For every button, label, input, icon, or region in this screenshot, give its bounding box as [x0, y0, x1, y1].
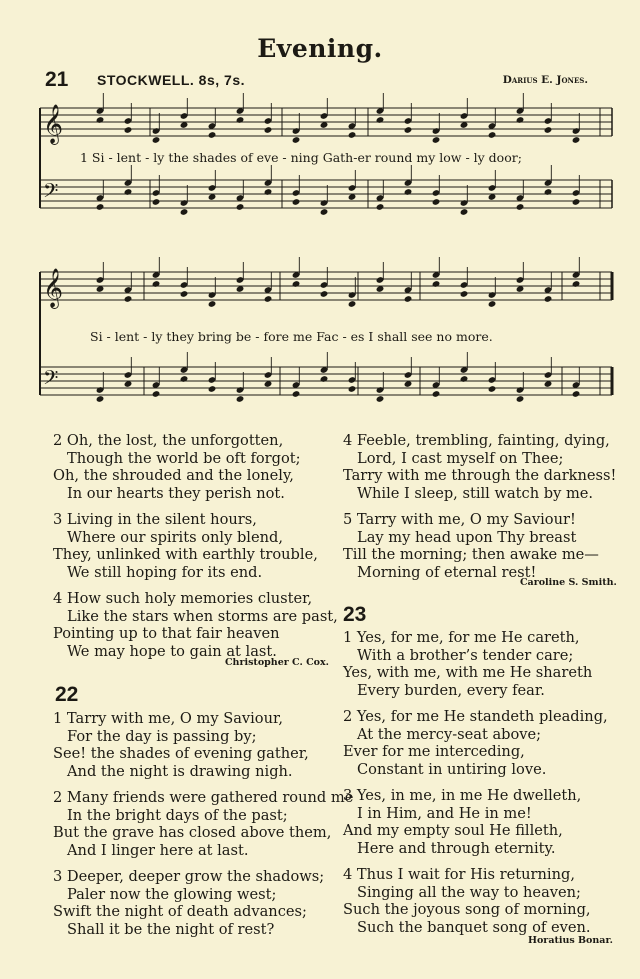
note-head	[460, 375, 469, 383]
verse-line: 1 Tarry with me, O my Saviour,	[53, 710, 284, 727]
stanza-22-2	[53, 789, 353, 859]
verse-line: 5 Tarry with me, O my Saviour!	[343, 511, 576, 528]
note-head	[544, 295, 553, 303]
note-head	[516, 395, 525, 403]
note-head	[432, 136, 441, 144]
lyric-line-2: Si - lent - ly they bring be - fore me Fac - es I shall see no more.	[90, 329, 493, 344]
tune-name: STOCKWELL. 8s, 7s.	[97, 72, 245, 88]
note-head	[292, 390, 301, 398]
verse-line: Like the stars when storms are past,	[67, 607, 338, 625]
stanza-22-3	[53, 868, 353, 938]
note-head	[264, 188, 273, 196]
verse-line: Paler now the glowing west;	[67, 885, 277, 903]
note-head	[180, 290, 189, 298]
verse-line: Constant in untiring love.	[357, 760, 547, 778]
note-head	[152, 390, 161, 398]
note-head	[376, 203, 385, 211]
verse-line: Where our spirits only blend,	[67, 528, 283, 546]
verse-line: 4 How such holy memories cluster,	[53, 590, 313, 607]
verse-line: Such the joyous song of morning,	[343, 901, 591, 918]
note-head	[236, 116, 245, 124]
note-head	[544, 126, 553, 134]
note-head	[292, 136, 301, 144]
stanza-22-1	[53, 710, 353, 780]
hymn-number-22: 22	[55, 683, 79, 706]
lyric-line-1: 1 Si - lent - ly the shades of eve - ning Gath-er round my low - ly door;	[80, 150, 522, 165]
verse-line: At the mercy-seat above;	[357, 725, 542, 743]
note-head	[180, 375, 189, 383]
verse-line: 3 Living in the silent hours,	[53, 511, 257, 528]
stanza-23-3	[343, 787, 640, 857]
note-head	[124, 295, 133, 303]
note-head	[292, 280, 301, 288]
note-head	[516, 203, 525, 211]
note-head	[124, 188, 133, 196]
verse-line: In the bright days of the past;	[67, 806, 288, 824]
verse-line: 3 Yes, in me, in me He dwelleth,	[343, 787, 582, 804]
note-head	[544, 188, 553, 196]
verse-line: 4 Feeble, trembling, fainting, dying,	[343, 432, 610, 449]
note-head	[488, 300, 497, 308]
verse-line: We may hope to gain at last.	[67, 642, 277, 660]
verse-line: Though the world be oft forgot;	[67, 449, 301, 467]
verse-line: For the day is passing by;	[67, 727, 257, 745]
verse-line: Lay my head upon Thy breast	[357, 528, 577, 546]
verse-line: In our hearts they perish not.	[67, 484, 285, 502]
note-head	[348, 300, 357, 308]
stanza-21-5	[343, 511, 640, 581]
note-head	[208, 385, 217, 393]
note-head	[264, 295, 273, 303]
verse-line: While I sleep, still watch by me.	[357, 484, 594, 502]
note-head	[208, 131, 217, 139]
stanza-21-3	[53, 511, 353, 581]
verse-line: Oh, the shrouded and the lonely,	[53, 467, 294, 484]
note-head	[124, 126, 133, 134]
note-head	[460, 208, 469, 216]
note-head	[320, 375, 329, 383]
verse-line: Here and through eternity.	[357, 839, 556, 857]
note-head	[488, 385, 497, 393]
verse-line: 3 Deeper, deeper grow the shadows;	[53, 868, 325, 885]
note-head	[96, 395, 105, 403]
note-head	[376, 116, 385, 124]
note-head	[404, 188, 413, 196]
music-score	[0, 0, 640, 420]
note-head	[180, 208, 189, 216]
note-head	[152, 280, 161, 288]
verse-line: I in Him, and He in me!	[357, 804, 532, 822]
note-head	[404, 295, 413, 303]
note-head	[572, 136, 581, 144]
verse-line: They, unlinked with earthly trouble,	[53, 546, 318, 563]
note-head	[516, 116, 525, 124]
verse-line: Pointing up to that fair heaven	[53, 625, 280, 642]
note-head	[236, 203, 245, 211]
verse-line: And the night is drawing nigh.	[67, 762, 293, 780]
bass-clef-icon: 𝄢	[43, 366, 59, 394]
note-head	[460, 290, 469, 298]
hymn-number-23: 23	[343, 603, 367, 626]
note-head	[488, 131, 497, 139]
note-head	[236, 395, 245, 403]
note-head	[376, 395, 385, 403]
treble-clef-icon: 𝄞	[43, 268, 64, 308]
bass-clef-icon: 𝄢	[43, 179, 59, 207]
stanza-23-4	[343, 866, 640, 936]
verse-line: But the grave has closed above them,	[53, 824, 332, 841]
verse-line: Every burden, every fear.	[357, 681, 545, 699]
verse-line: 2 Yes, for me He standeth pleading,	[343, 708, 608, 725]
verse-line: Till the morning; then awake me—	[343, 546, 599, 563]
author-credit: Horatius Bonar.	[528, 935, 613, 946]
treble-clef-icon: 𝄞	[43, 104, 64, 144]
verse-line: Singing all the way to heaven;	[357, 883, 581, 901]
author-credit: Christopher C. Cox.	[225, 657, 329, 668]
verse-line: Ever for me interceding,	[343, 743, 525, 760]
page-title: Evening.	[257, 34, 383, 63]
note-head	[432, 390, 441, 398]
note-head	[208, 300, 217, 308]
note-head	[96, 203, 105, 211]
note-head	[96, 116, 105, 124]
verse-line: Tarry with me through the darkness!	[343, 467, 617, 484]
verse-line: Morning of eternal rest!	[357, 563, 537, 581]
verse-line: 2 Oh, the lost, the unforgotten,	[53, 432, 284, 449]
verse-line: And I linger here at last.	[67, 841, 249, 859]
verse-line: Such the banquet song of even.	[357, 918, 591, 936]
verse-line: Lord, I cast myself on Thee;	[357, 449, 564, 467]
verse-line: We still hoping for its end.	[67, 563, 263, 581]
note-head	[432, 280, 441, 288]
note-head	[572, 390, 581, 398]
note-head	[152, 136, 161, 144]
stanza-21-4b	[343, 432, 640, 502]
note-head	[348, 385, 357, 393]
note-head	[432, 198, 441, 206]
stanza-23-2	[343, 708, 640, 778]
note-head	[320, 208, 329, 216]
composer-credit: Darius E. Jones.	[502, 74, 588, 86]
note-head	[348, 131, 357, 139]
note-head	[572, 198, 581, 206]
verse-line: With a brother’s tender care;	[357, 646, 574, 664]
verse-line: 2 Many friends were gathered round me	[53, 789, 354, 806]
stanza-21-2	[53, 432, 353, 502]
verse-line: Shall it be the night of rest?	[67, 920, 275, 938]
note-head	[264, 126, 273, 134]
verse-line: 1 Yes, for me, for me He careth,	[343, 629, 580, 646]
stanza-21-4	[53, 590, 353, 660]
hymn-number-21: 21	[45, 68, 69, 91]
note-head	[152, 198, 161, 206]
note-head	[320, 290, 329, 298]
note-head	[572, 280, 581, 288]
note-head	[292, 198, 301, 206]
verse-line: Yes, with me, with me He shareth	[343, 664, 593, 681]
verse-line: And my empty soul He filleth,	[343, 822, 563, 839]
stanza-23-1	[343, 629, 640, 699]
verse-line: Swift the night of death advances;	[53, 903, 307, 920]
author-credit: Caroline S. Smith.	[520, 577, 617, 588]
verse-line: See! the shades of evening gather,	[53, 745, 309, 762]
note-head	[404, 126, 413, 134]
verse-line: 4 Thus I wait for His returning,	[343, 866, 575, 883]
